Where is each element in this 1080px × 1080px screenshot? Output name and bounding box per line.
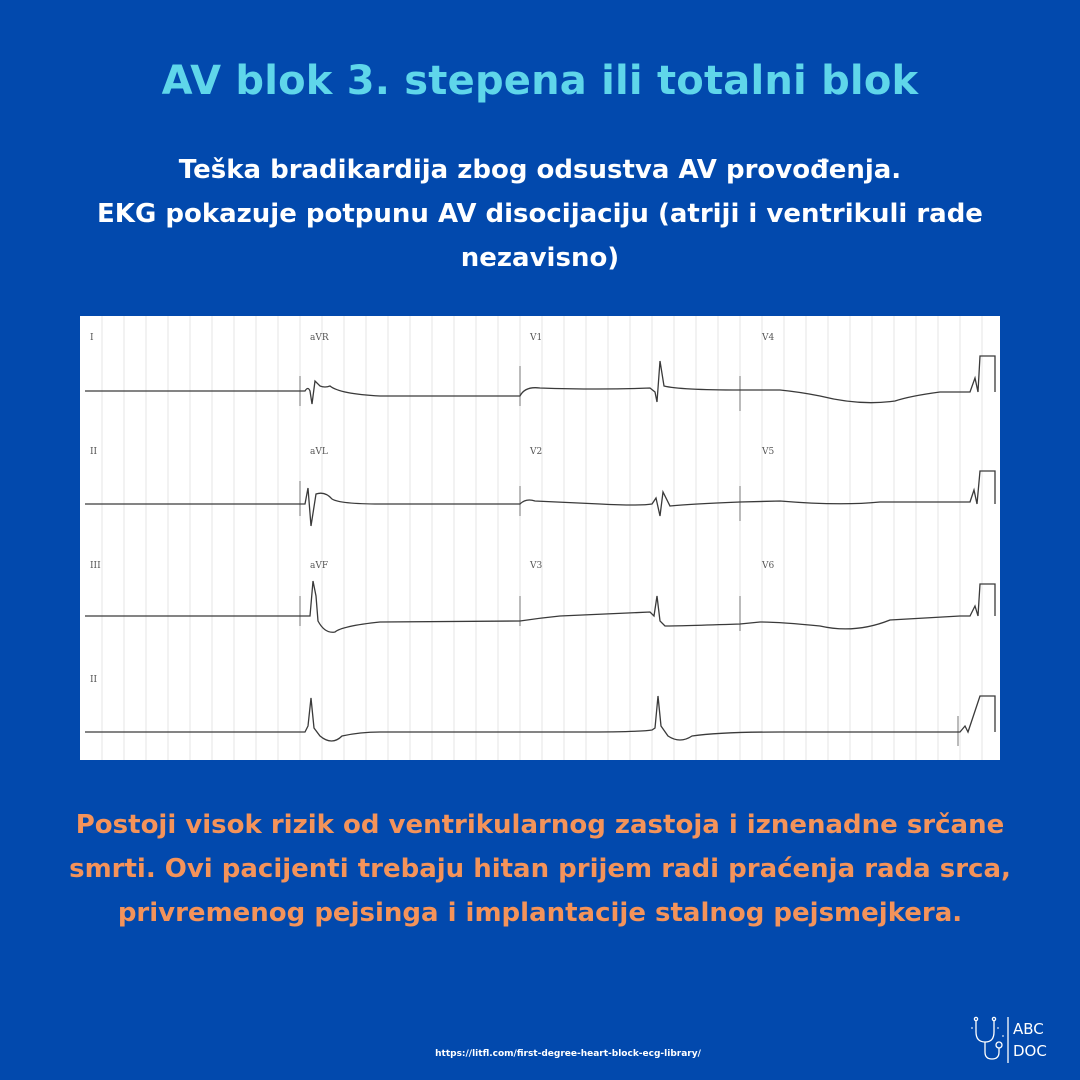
lead-label: V6 xyxy=(762,561,775,571)
lead-label: aVL xyxy=(310,447,328,457)
abc-doc-logo xyxy=(968,1014,1058,1066)
lead-label: II xyxy=(90,675,98,685)
lead-label: V4 xyxy=(762,333,775,343)
lead-label: V2 xyxy=(530,447,543,457)
warning-text: Postoji visok rizik od ventrikularnog zastoja i iznenadne srčane smrti. Ovi pacijenti trebaju hitan prijem radi praćenja rada srca, privremenog pejsinga i implantacije stalnog pejsmejkera. xyxy=(69,810,1011,928)
lead-label: V3 xyxy=(530,561,543,571)
lead-label: V1 xyxy=(530,333,543,343)
lead-label: aVF xyxy=(310,561,329,571)
ecg-grid xyxy=(102,316,982,760)
trace-row-2 xyxy=(85,471,995,526)
ecg-image xyxy=(80,316,1000,760)
stethoscope-icon xyxy=(968,1014,1058,1066)
lead-label: aVR xyxy=(310,333,329,343)
subtitle-line-2: EKG pokazuje potpunu AV disocijaciju (atriji i ventrikuli rade nezavisno) xyxy=(97,199,983,273)
trace-row-3 xyxy=(85,581,995,632)
ecg-tracing xyxy=(80,316,1000,760)
ecg-traces xyxy=(85,356,995,741)
ecg-separators xyxy=(300,366,958,746)
trace-row-1 xyxy=(85,356,995,404)
subtitle-line-1: Teška bradikardija zbog odsustva AV provođenja. xyxy=(178,155,902,185)
lead-label: III xyxy=(90,561,101,571)
source-url: https://litfl.com/first-degree-heart-block-ecg-library/ xyxy=(435,1049,701,1059)
lead-label: I xyxy=(90,333,94,343)
lead-label: II xyxy=(90,447,98,457)
logo-text-doc: DOC xyxy=(1013,1042,1047,1060)
page-title: AV blok 3. stepena ili totalni blok xyxy=(161,58,919,104)
logo-text-abc: ABC xyxy=(1013,1020,1044,1038)
lead-label: V5 xyxy=(762,447,775,457)
trace-row-4 xyxy=(85,696,995,741)
subtitle xyxy=(40,148,1040,280)
